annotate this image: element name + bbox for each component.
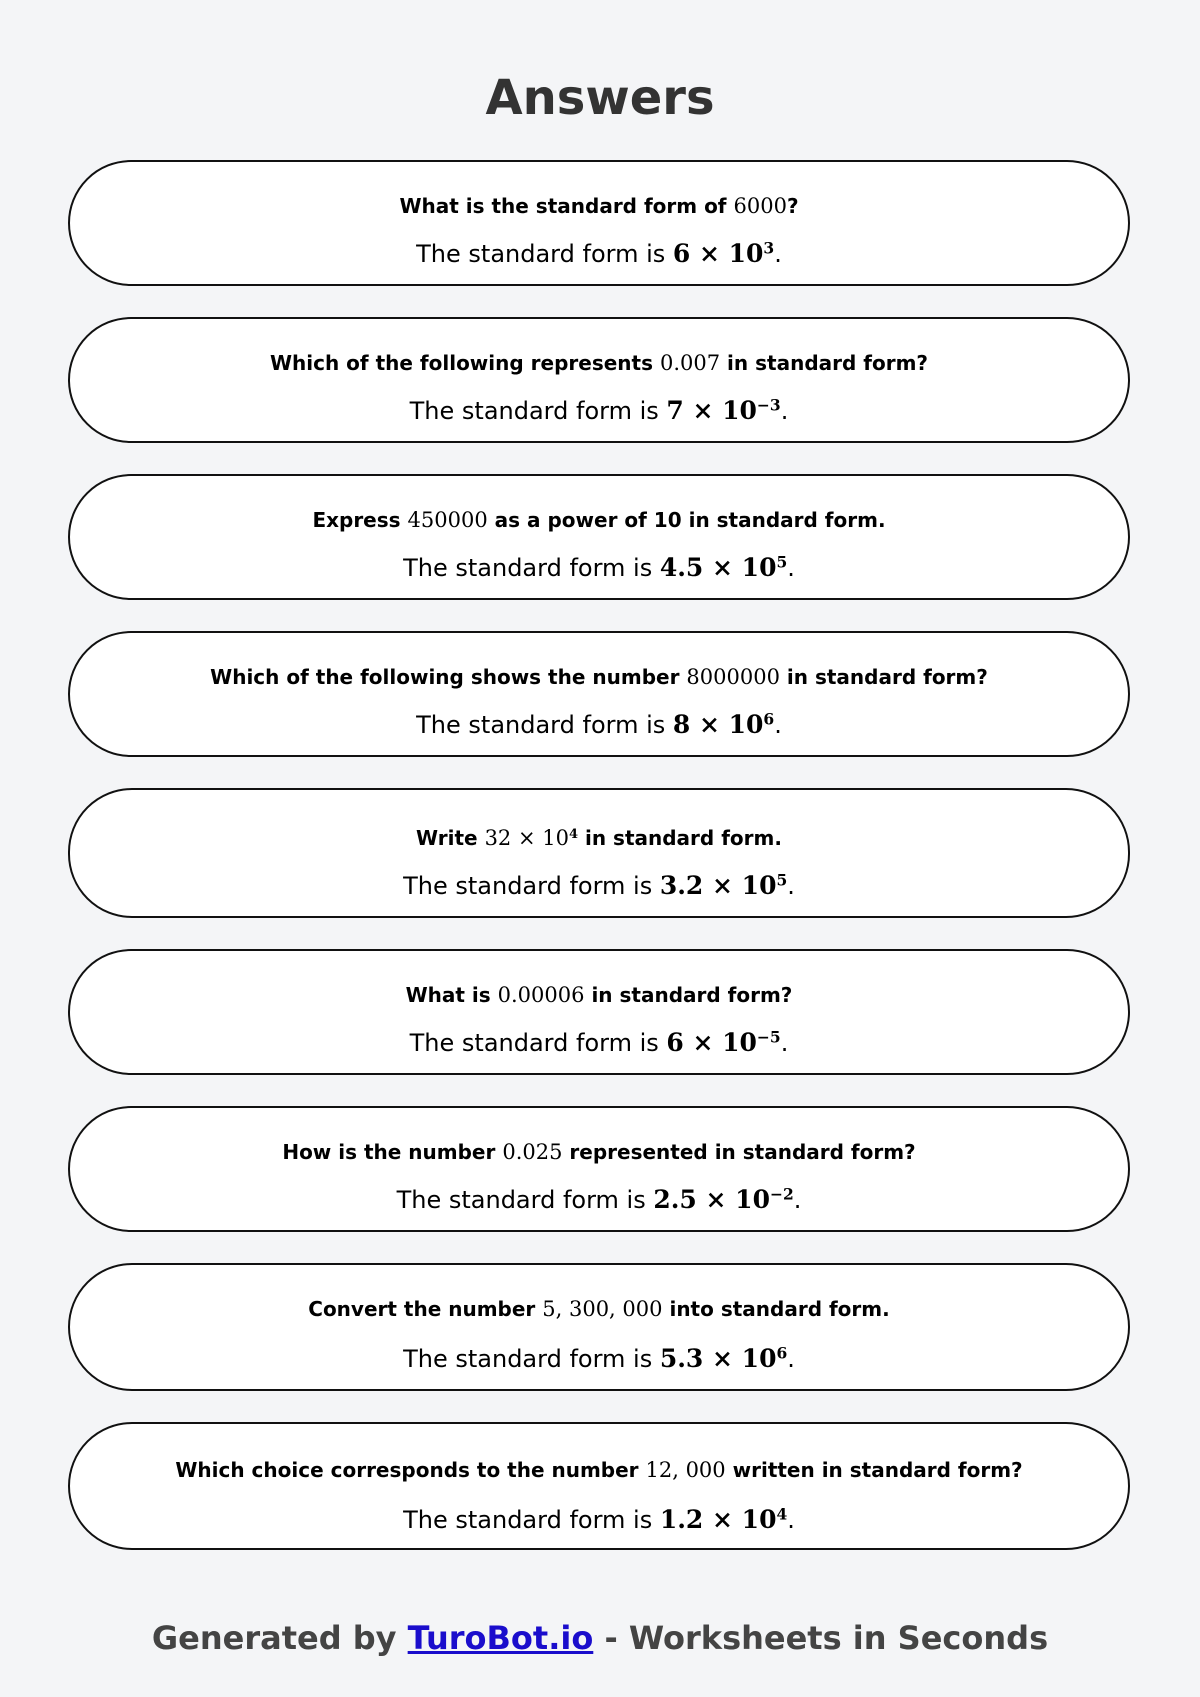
answer-text: The standard form is $4.5 \times 10^5$.	[403, 552, 795, 582]
answer-text: The standard form is $7 \times 10^{-3}$.	[409, 395, 789, 425]
answer-text: The standard form is $6 \times 10^3$.	[416, 238, 782, 268]
turobot-link[interactable]: TuroBot.io	[407, 1619, 594, 1657]
page-title: Answers	[485, 70, 715, 126]
question-math: 8000000	[686, 665, 780, 689]
question-math: 12, 000	[645, 1458, 726, 1482]
answer-card	[68, 160, 1130, 286]
answer-text: The standard form is $2.5 \times 10^{-2}$.	[396, 1184, 802, 1214]
answer-text: The standard form is $1.2 \times 10^4$.	[403, 1504, 795, 1534]
answer-card	[68, 474, 1130, 600]
footer-suffix: - Worksheets in Seconds	[593, 1619, 1049, 1657]
answer-card	[68, 1422, 1130, 1550]
answer-card	[68, 317, 1130, 443]
question-math: 450000	[407, 508, 488, 532]
answer-math: $7 \times 10^{-3}$	[666, 395, 781, 425]
question-text: Which of the following represents 0.007 in standard form?	[269, 351, 929, 375]
question-text: What is the standard form of 6000?	[399, 194, 799, 218]
answer-text: The standard form is $8 \times 10^6$.	[416, 709, 782, 739]
answer-card	[68, 1106, 1130, 1232]
answer-math: $4.5 \times 10^5$	[659, 552, 788, 582]
question-text: Which choice corresponds to the number 12, 000 written in standard form?	[175, 1458, 1023, 1482]
answer-math: $8 \times 10^6$	[672, 709, 775, 739]
question-text: What is 0.00006 in standard form?	[405, 983, 793, 1007]
answer-card	[68, 1263, 1130, 1391]
question-text: Write $32 \times 10^4$ in standard form.	[416, 826, 782, 850]
question-math: 0.007	[659, 351, 721, 375]
answer-math: $6 \times 10^{-5}$	[666, 1027, 781, 1057]
question-text: Which of the following shows the number 8000000 in standard form?	[210, 665, 988, 689]
answer-card	[68, 949, 1130, 1075]
question-text: Convert the number 5, 300, 000 into standard form.	[308, 1297, 890, 1321]
question-math: 0.00006	[497, 983, 585, 1007]
question-text: Express 450000 as a power of 10 in standard form.	[312, 508, 886, 532]
question-math: 5, 300, 000	[542, 1297, 663, 1321]
answer-math: $1.2 \times 10^4$	[659, 1504, 788, 1534]
answer-math: $3.2 \times 10^5$	[659, 870, 788, 900]
question-math: 6000	[733, 194, 787, 218]
answer-text: The standard form is $3.2 \times 10^5$.	[403, 870, 795, 900]
question-math: 0.025	[502, 1140, 563, 1164]
answer-math: $6 \times 10^3$	[672, 238, 775, 268]
answer-text: The standard form is $5.3 \times 10^6$.	[403, 1343, 795, 1373]
footer	[0, 1616, 1200, 1660]
question-math: $32 \times 10^4$	[484, 826, 579, 850]
answer-card	[68, 788, 1130, 918]
answer-text: The standard form is $6 \times 10^{-5}$.	[409, 1027, 789, 1057]
answer-math: $5.3 \times 10^6$	[659, 1343, 788, 1373]
answer-math: $2.5 \times 10^{-2}$	[653, 1184, 794, 1214]
footer-prefix: Generated by	[151, 1619, 408, 1657]
answer-card	[68, 631, 1130, 757]
question-text: How is the number 0.025 represented in standard form?	[282, 1140, 916, 1164]
